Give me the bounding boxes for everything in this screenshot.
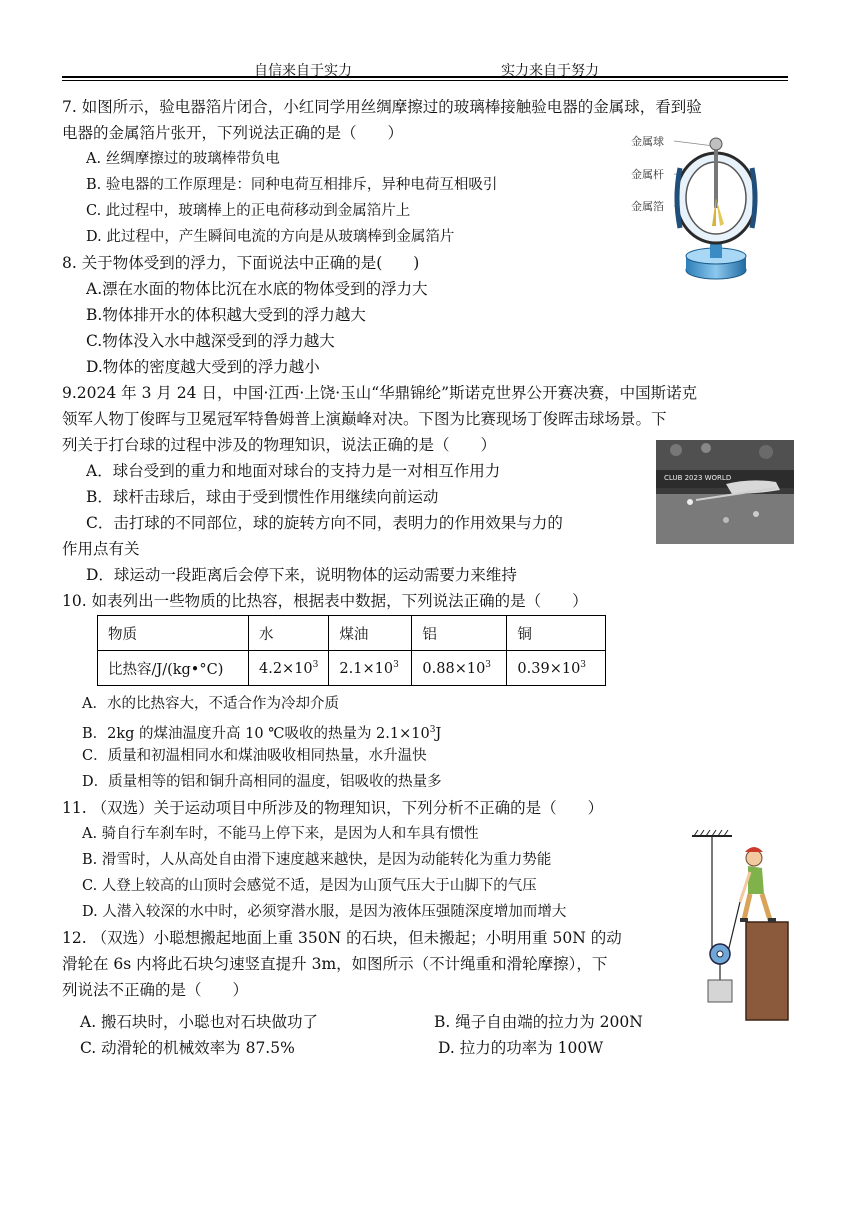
q9-option-b: B．球杆击球后，球由于受到惯性作用继续向前运动: [86, 488, 439, 506]
q7-option-c: C. 此过程中，玻璃棒上的正电荷移动到金属箔片上: [86, 203, 411, 219]
header-left: 自信来自于实力: [254, 63, 352, 79]
q8-option-b: B.物体排开水的体积越大受到的浮力越大: [86, 306, 366, 324]
table-header-cell: 水: [249, 616, 329, 651]
specific-heat-table: [97, 615, 606, 686]
q12-stem-line3: 列说法不正确的是（ ）: [62, 981, 249, 999]
q12-option-c: C. 动滑轮的机械效率为 87.5%: [80, 1039, 295, 1057]
q10-stem: 10. 如表列出一些物质的比热容，根据表中数据，下列说法正确的是（ ）: [62, 592, 588, 610]
q7-option-d: D. 此过程中，产生瞬间电流的方向是从玻璃棒到金属箔片: [86, 229, 455, 245]
table-cell: $0.88\times 10^3$: [412, 651, 507, 686]
q9-stem-line2: 领军人物丁俊晖与卫冕冠军特鲁姆普上演巅峰对决。下图为比赛现场丁俊晖击球场景。下: [62, 410, 667, 428]
label-ball: 金属球: [631, 135, 664, 148]
pulley-figure: [690, 828, 802, 1024]
photo-banner-text: CLUB 2023 WORLD: [664, 474, 732, 482]
table-header-row: [98, 616, 606, 651]
q8-option-a: A.漂在水面的物体比沉在水底的物体受到的浮力大: [86, 280, 428, 298]
table-cell: $4.2\times 10^3$: [249, 651, 329, 686]
header-rule-thin: [62, 80, 788, 81]
q9-option-c-line2: 作用点有关: [62, 540, 140, 558]
header-right: 实力来自于努力: [501, 63, 599, 79]
q12-option-b: B. 绳子自由端的拉力为 200N: [434, 1013, 643, 1031]
q9-option-d: D．球运动一段距离后会停下来，说明物体的运动需要力来维持: [86, 566, 517, 584]
table-header-cell: 铜: [507, 616, 606, 651]
q11-option-a: A. 骑自行车刹车时，不能马上停下来，是因为人和车具有惯性: [82, 826, 479, 842]
header-rule-thick: [62, 76, 788, 78]
electroscope-figure: [624, 128, 774, 288]
q11-option-d: D. 人潜入较深的水中时，必须穿潜水服，是因为液体压强随深度增加而增大: [82, 904, 567, 920]
q8-option-c: C.物体没入水中越深受到的浮力越大: [86, 332, 335, 350]
table-header-cell: 煤油: [329, 616, 412, 651]
q11-option-b: B. 滑雪时，人从高处自由滑下速度越来越快，是因为动能转化为重力势能: [82, 852, 552, 868]
q10-option-b: B．2kg 的煤油温度升高 10 ℃吸收的热量为 $2.1\times 10^3J$: [82, 725, 442, 742]
snooker-photo: [656, 440, 794, 544]
q12-option-d: D. 拉力的功率为 100W: [438, 1039, 604, 1057]
q9-stem-line1: 9.2024 年 3 月 24 日，中国·江西·上饶·玉山“华鼎锦纶”斯诺克世界公开赛决赛，中国斯诺克: [62, 384, 698, 402]
q7-stem-line1: 7. 如图所示，验电器箔片闭合，小红同学用丝绸摩擦过的玻璃棒接触验电器的金属球，看到验: [62, 98, 702, 116]
q10-option-c: C．质量和初温相同水和煤油吸收相同热量，水升温快: [82, 748, 427, 764]
label-rod: 金属杆: [631, 168, 664, 181]
q8-stem: 8. 关于物体受到的浮力，下面说法中正确的是( ): [62, 254, 420, 272]
q12-option-a: A. 搬石块时，小聪也对石块做功了: [80, 1013, 319, 1031]
q11-option-c: C. 人登上较高的山顶时会感觉不适，是因为山顶气压大于山脚下的气压: [82, 878, 537, 894]
q11-stem: 11. （双选）关于运动项目中所涉及的物理知识，下列分析不正确的是（ ）: [62, 799, 604, 817]
q9-option-a: A．球台受到的重力和地面对球台的支持力是一对相互作用力: [86, 462, 501, 480]
q12-stem-line2: 滑轮在 6s 内将此石块匀速竖直提升 3m，如图所示（不计绳重和滑轮摩擦），下: [62, 955, 608, 973]
table-cell: $2.1\times 10^3$: [329, 651, 412, 686]
table-row: [98, 651, 606, 686]
table-header-cell: 铝: [412, 616, 507, 651]
label-foil: 金属箔: [631, 200, 664, 213]
table-row-label: 比热容/J/(kg•°C): [98, 651, 249, 686]
q10-option-d: D．质量相等的铝和铜升高相同的温度，铝吸收的热量多: [82, 774, 442, 790]
q7-option-b: B. 验电器的工作原理是：同种电荷互相排斥，异种电荷互相吸引: [86, 177, 498, 193]
q8-option-d: D.物体的密度越大受到的浮力越小: [86, 358, 320, 376]
q9-stem-line3: 列关于打台球的过程中涉及的物理知识，说法正确的是（ ）: [62, 436, 497, 454]
table-cell: $0.39\times 10^3$: [507, 651, 606, 686]
q9-option-c-line1: C．击打球的不同部位，球的旋转方向不同，表明力的作用效果与力的: [86, 514, 563, 532]
q7-option-a: A. 丝绸摩擦过的玻璃棒带负电: [86, 151, 280, 167]
table-header-cell: 物质: [98, 616, 249, 651]
q12-stem-line1: 12. （双选）小聪想搬起地面上重 350N 的石块，但未搬起；小明用重 50N 的动: [62, 929, 622, 947]
q7-stem-line2: 电器的金属箔片张开，下列说法正确的是（ ）: [62, 124, 404, 142]
q10-option-a: A．水的比热容大，不适合作为冷却介质: [82, 696, 339, 712]
